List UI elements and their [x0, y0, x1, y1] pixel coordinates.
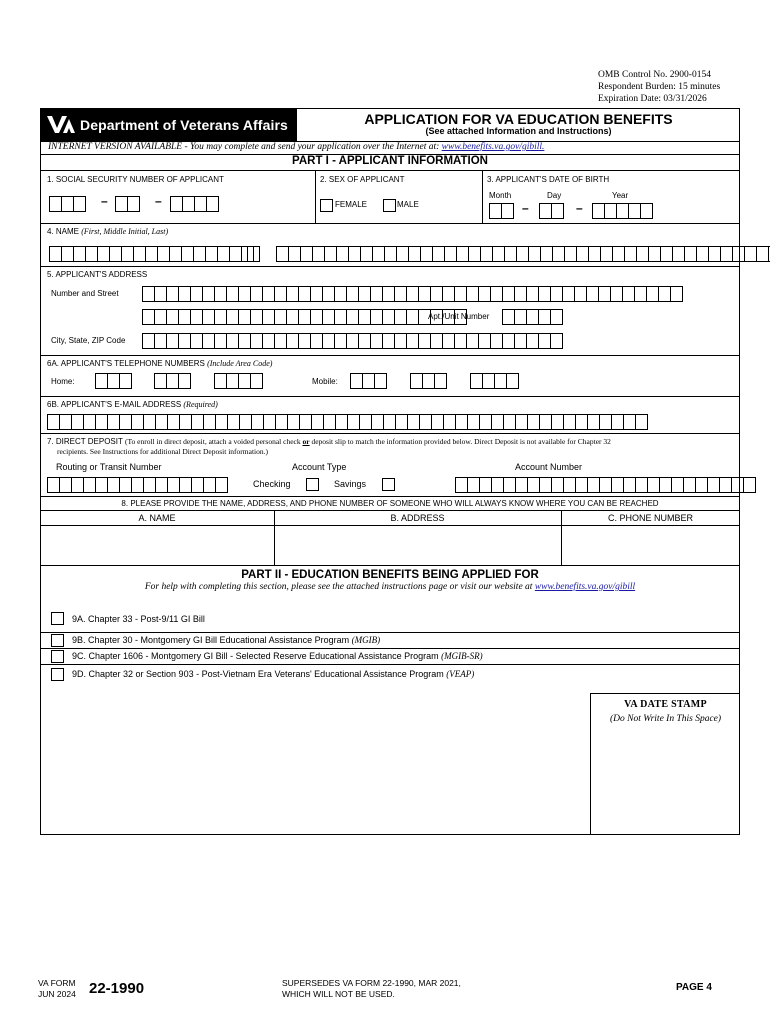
option-9a-checkbox[interactable]: [51, 612, 64, 625]
female-label: FEMALE: [335, 200, 368, 209]
option-9c-hint: (MGIB-SR): [441, 651, 483, 661]
part2-help-link[interactable]: www.benefits.va.gov/gibill: [534, 582, 636, 592]
dob-year-label: Year: [612, 191, 629, 200]
character-box[interactable]: [635, 414, 648, 430]
option-9a-text: 9A. Chapter 33 - Post-9/11 GI Bill: [72, 614, 205, 624]
part1-heading: PART I - APPLICANT INFORMATION: [292, 155, 488, 167]
option-9d-text: 9D. Chapter 32 or Section 903 - Post-Vietnam Era Veterans' Educational Assistance Program: [72, 669, 447, 679]
internet-notice: [48, 142, 544, 152]
mobile-line-field[interactable]: [470, 373, 518, 389]
home-area-field[interactable]: [95, 373, 131, 389]
direct-deposit-label: [47, 437, 737, 457]
last-name-field[interactable]: [276, 246, 770, 262]
email-field[interactable]: [47, 414, 647, 430]
character-box[interactable]: [551, 203, 564, 219]
female-checkbox[interactable]: [320, 199, 333, 212]
phone-hint: (Include Area Code): [207, 359, 273, 368]
dob-month-label: Month: [489, 191, 512, 200]
home-label: Home:: [51, 377, 75, 386]
dd-hint-c: recipients. See Instructions for additional Direct Deposit information.): [57, 447, 268, 456]
dob-dash: –: [522, 201, 529, 215]
form-title: APPLICATION FOR VA EDUCATION BENEFITS: [364, 111, 673, 127]
character-box[interactable]: [501, 203, 514, 219]
first-name-field[interactable]: [49, 246, 253, 262]
character-box[interactable]: [73, 196, 86, 212]
agency-name: Department of Veterans Affairs: [80, 117, 288, 133]
character-box[interactable]: [119, 373, 132, 389]
footer-form-line2: JUN 2024: [38, 989, 76, 999]
city-label: City, State, ZIP Code: [51, 336, 126, 345]
contact-label: 8. PLEASE PROVIDE THE NAME, ADDRESS, AND PHONE NUMBER OF SOMEONE WHO WILL ALWAYS KNOW WHERE YOU CAN BE REACHED: [121, 499, 659, 508]
sex-label: 2. SEX OF APPLICANT: [320, 175, 405, 184]
dd-hint: [125, 437, 611, 446]
internet-text: INTERNET VERSION AVAILABLE - You may complete and send your application over the Internet at:: [48, 142, 442, 152]
savings-checkbox[interactable]: [382, 478, 395, 491]
name-label-text: 4. NAME: [47, 227, 82, 236]
home-line-field[interactable]: [214, 373, 262, 389]
address-label: 5. APPLICANT'S ADDRESS: [47, 270, 148, 279]
character-box[interactable]: [670, 286, 683, 302]
footer-form-line1: VA FORM: [38, 978, 76, 988]
routing-field[interactable]: [47, 477, 227, 493]
dob-day-label: Day: [547, 191, 562, 200]
character-box[interactable]: [550, 333, 563, 349]
footer-form-id: [38, 978, 76, 1000]
dd-hint-b: deposit slip to match the information provided below. Direct Deposit is not available for Chapter 32: [309, 437, 611, 446]
male-label: MALE: [397, 200, 419, 209]
character-box[interactable]: [215, 477, 228, 493]
part2-help: [40, 582, 740, 592]
form-subtitle: (See attached Information and Instructions): [425, 126, 612, 136]
option-9d-hint: (VEAP): [446, 669, 475, 679]
part2-heading: PART II - EDUCATION BENEFITS BEING APPLIED FOR: [241, 569, 539, 581]
character-box[interactable]: [506, 373, 519, 389]
mobile-label: Mobile:: [312, 377, 338, 386]
name-hint: (First, Middle Initial, Last): [81, 227, 169, 236]
character-box[interactable]: [434, 373, 447, 389]
dob-day-field[interactable]: [539, 203, 563, 219]
dob-month-field[interactable]: [489, 203, 513, 219]
footer-page: PAGE 4: [676, 982, 712, 993]
option-9b-checkbox[interactable]: [51, 634, 64, 647]
character-box[interactable]: [743, 477, 756, 493]
option-9d-label: [72, 669, 474, 679]
character-box[interactable]: [374, 373, 387, 389]
option-9c-checkbox[interactable]: [51, 650, 64, 663]
internet-link[interactable]: www.benefits.va.gov/gibill.: [441, 142, 545, 152]
account-type-label: Account Type: [292, 462, 347, 472]
dd-hint-or: or: [302, 437, 310, 446]
dob-dash: –: [576, 201, 583, 215]
home-prefix-field[interactable]: [154, 373, 190, 389]
street-label: Number and Street: [51, 289, 119, 298]
ssn-serial-field[interactable]: [170, 196, 218, 212]
apt-field[interactable]: [502, 309, 562, 325]
mobile-prefix-field[interactable]: [410, 373, 446, 389]
dd-hint-a: (To enroll in direct deposit, attach a voided personal check: [124, 437, 303, 446]
name-label: [47, 227, 168, 236]
phone-label: [47, 359, 272, 368]
footer-supersedes-line1: SUPERSEDES VA FORM 22-1990, MAR 2021,: [282, 978, 461, 988]
omb-control: OMB Control No. 2900-0154: [598, 70, 711, 80]
stamp-hint: (Do Not Write In This Space): [609, 714, 722, 724]
character-box[interactable]: [640, 203, 653, 219]
middle-initial-field[interactable]: [247, 246, 259, 262]
street-field-line2[interactable]: [142, 309, 466, 325]
contact-address-field[interactable]: [276, 527, 559, 563]
email-label: [47, 400, 218, 409]
character-box[interactable]: [127, 196, 140, 212]
contact-name-field[interactable]: [42, 527, 272, 563]
option-9b-hint: (MGIB): [351, 635, 381, 645]
male-checkbox[interactable]: [383, 199, 396, 212]
character-box[interactable]: [250, 373, 263, 389]
city-state-zip-field[interactable]: [142, 333, 562, 349]
option-9b-text: 9B. Chapter 30 - Montgomery GI Bill Educational Assistance Program: [72, 635, 352, 645]
phone-label-text: 6A. APPLICANT'S TELEPHONE NUMBERS: [47, 359, 208, 368]
savings-label: Savings: [334, 479, 367, 489]
omb-info: [598, 69, 720, 105]
routing-label: Routing or Transit Number: [56, 462, 162, 472]
dob-label: 3. APPLICANT'S DATE OF BIRTH: [487, 175, 610, 184]
contact-phone-field[interactable]: [563, 527, 738, 563]
footer-form-number: 22-1990: [89, 980, 145, 997]
character-box[interactable]: [550, 309, 563, 325]
apt-label: Apt./Unit Number: [428, 312, 490, 321]
col-name-header: A. NAME: [138, 513, 176, 523]
option-9b-label: [72, 635, 380, 645]
character-box[interactable]: [206, 196, 219, 212]
dob-year-field[interactable]: [592, 203, 652, 219]
footer-supersedes: [282, 978, 461, 1000]
option-9d-checkbox[interactable]: [51, 668, 64, 681]
checking-label: Checking: [253, 479, 291, 489]
checking-checkbox[interactable]: [306, 478, 319, 491]
street-field[interactable]: [142, 286, 682, 302]
ssn-label: 1. SOCIAL SECURITY NUMBER OF APPLICANT: [47, 175, 224, 184]
character-box[interactable]: [178, 373, 191, 389]
dd-label-text: 7. DIRECT DEPOSIT: [47, 437, 125, 446]
option-9c-label: [72, 651, 483, 661]
omb-burden: Respondent Burden: 15 minutes: [598, 82, 721, 92]
stamp-title: VA DATE STAMP: [624, 699, 707, 710]
option-9c-text: 9C. Chapter 1606 - Montgomery GI Bill - Selected Reserve Educational Assistance Program: [72, 651, 442, 661]
mobile-area-field[interactable]: [350, 373, 386, 389]
footer-supersedes-line2: WHICH WILL NOT BE USED.: [282, 989, 395, 999]
ssn-dash: –: [155, 194, 162, 208]
ssn-dash: –: [101, 194, 108, 208]
email-label-text: 6B. APPLICANT'S E-MAIL ADDRESS: [47, 400, 184, 409]
account-number-label: Account Number: [515, 462, 583, 472]
ssn-area-field[interactable]: [49, 196, 85, 212]
part2-help-text: For help with completing this section, please see the attached instructions page or visit our website at: [144, 582, 535, 592]
email-hint: (Required): [183, 400, 218, 409]
account-number-field[interactable]: [455, 477, 755, 493]
omb-expiration: Expiration Date: 03/31/2026: [598, 94, 707, 104]
character-box[interactable]: [247, 246, 260, 262]
va-date-stamp-box: [590, 693, 740, 835]
ssn-group-field[interactable]: [115, 196, 139, 212]
col-phone-header: C. PHONE NUMBER: [607, 513, 693, 523]
col-address-header: B. ADDRESS: [390, 513, 445, 523]
option-9a-label: [72, 614, 205, 624]
